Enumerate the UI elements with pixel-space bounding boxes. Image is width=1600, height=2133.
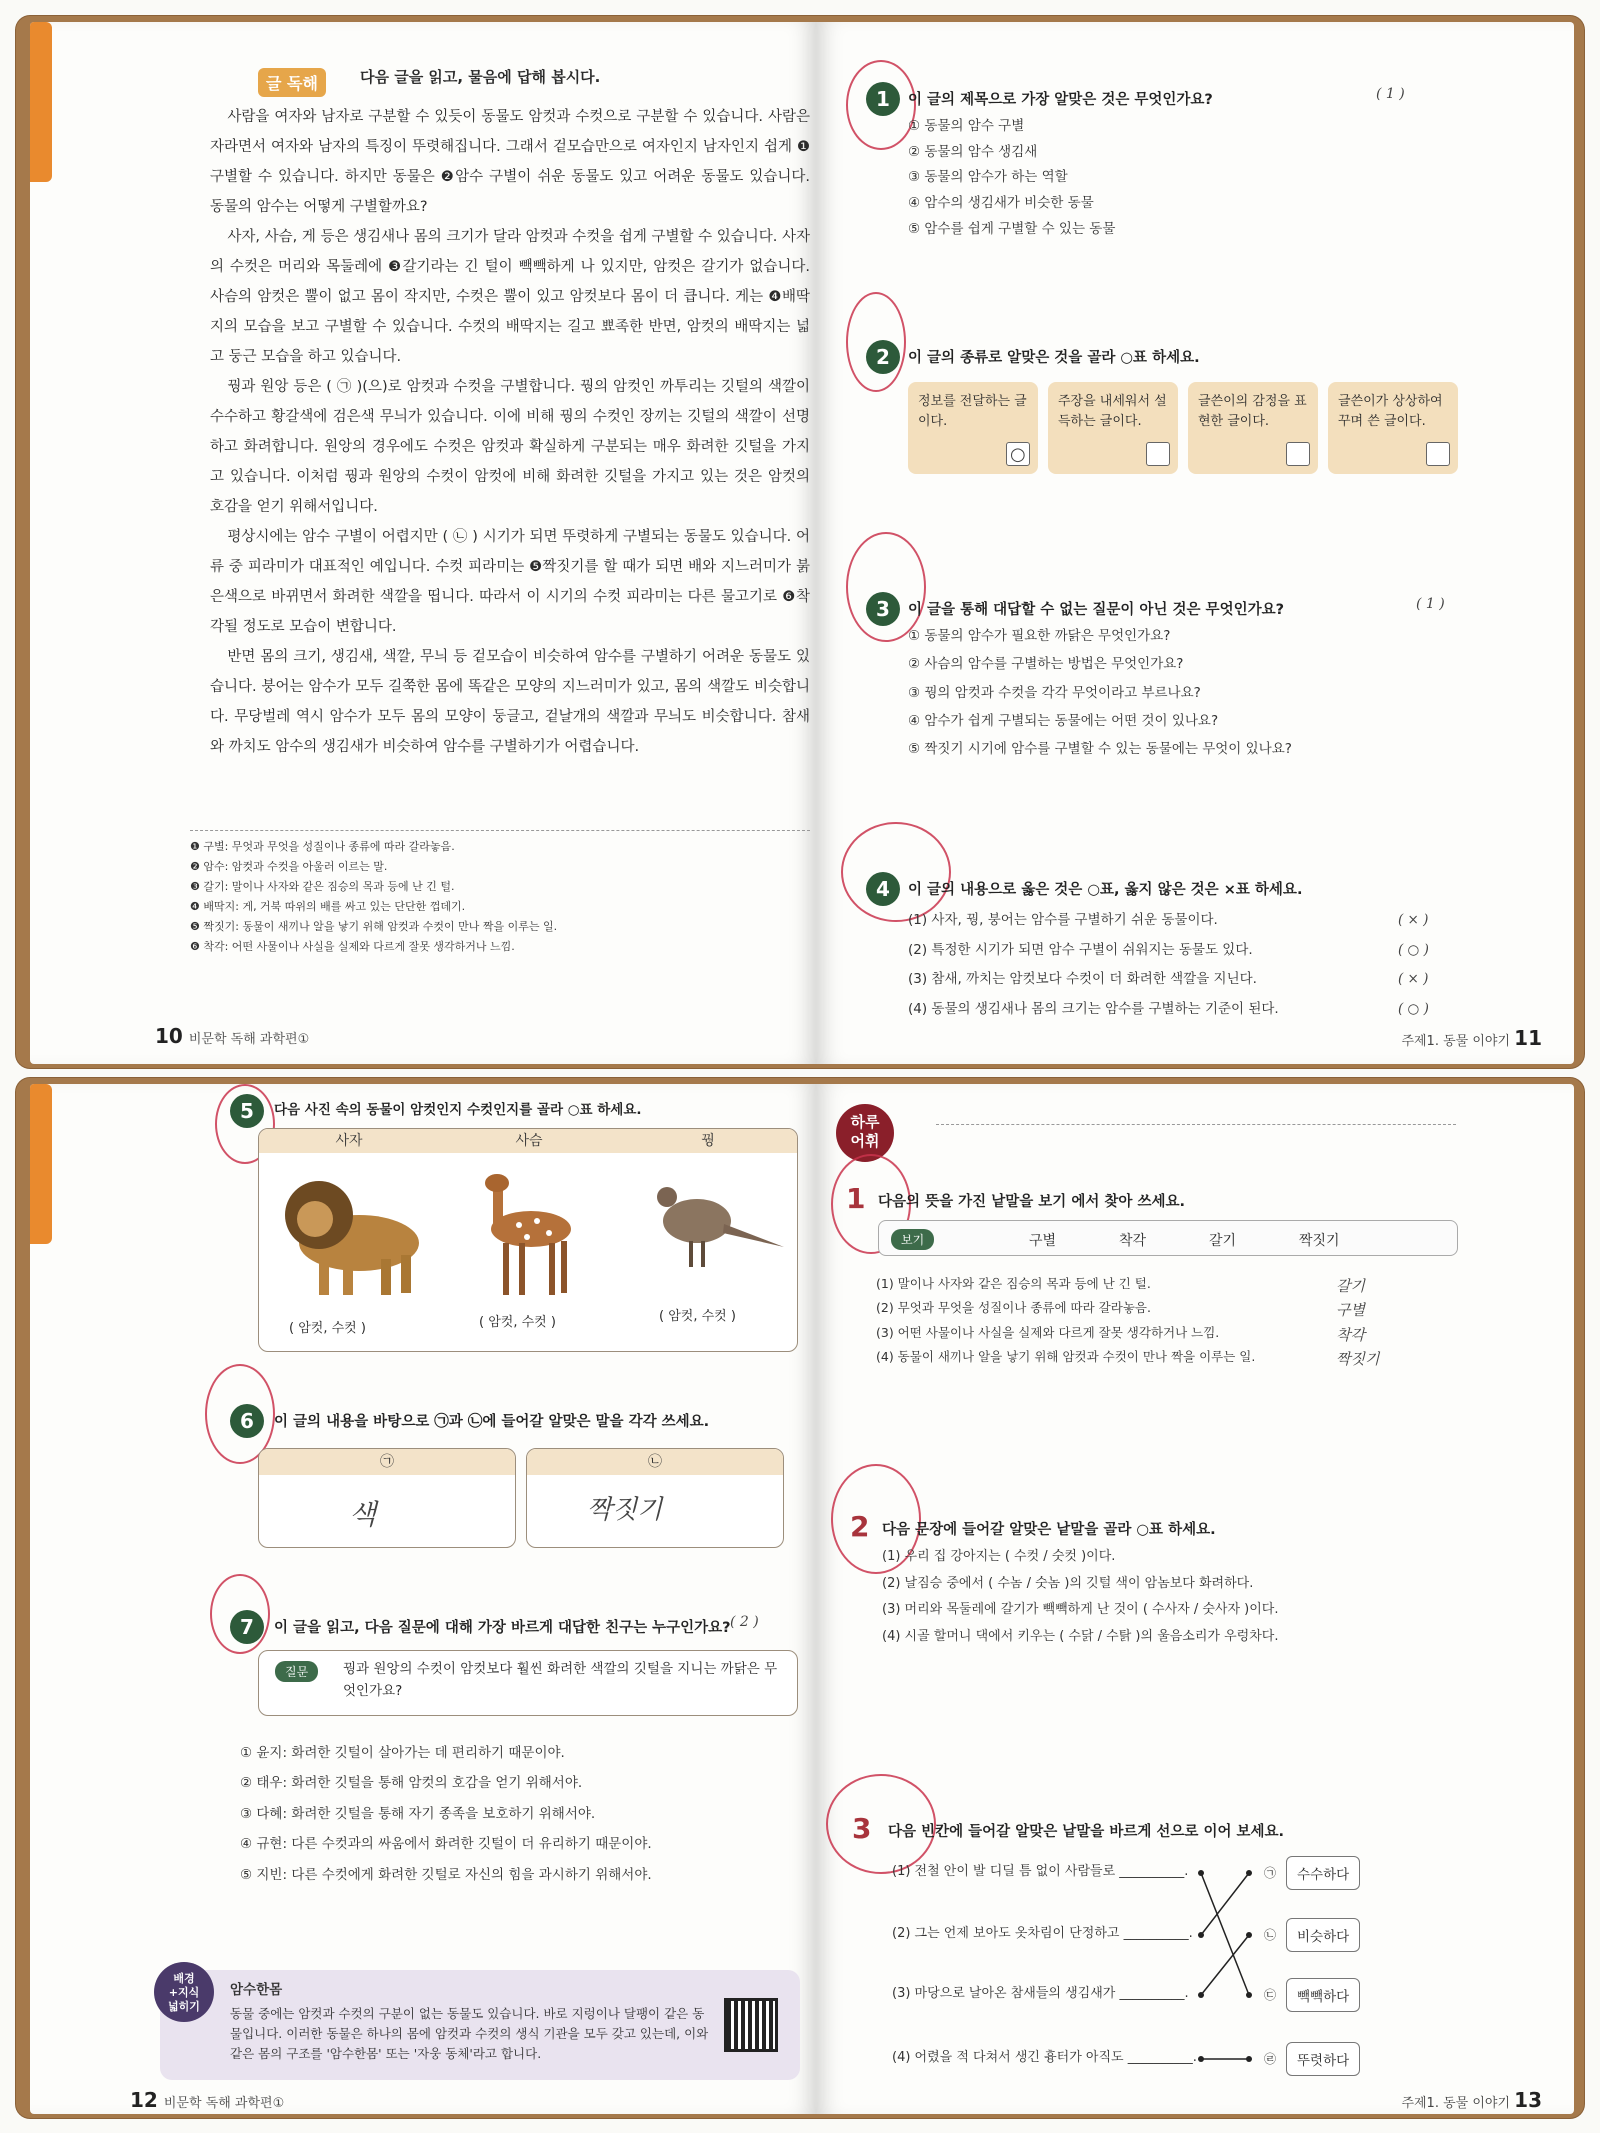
badge-line: +지식 [168, 1985, 200, 1999]
deer-image [459, 1163, 599, 1303]
passage [210, 102, 810, 762]
page-label: 비문학 독해 과학편① [163, 2096, 285, 2111]
answer-blank[interactable]: ( 1 ) [1376, 86, 1405, 102]
passage-paragraph: 사자, 사슴, 게 등은 생김새나 몸의 크기가 달라 암컷과 수컷을 쉽게 구별할 수 있습니다. 사자의 수컷은 머리와 목둘레에 ❸갈기라는 긴 털이 빽빽하게 나 있지만, 암컷은 갈기가 없습니다. 사슴의 암컷은 뿔이 없고 몸이 작지만, 수컷은 뿔이 있고 암컷보다 몸이 더 큽니다. 게는 ❹배딱지의 모습을 보고 구별할 수 있습니다. 수컷의 배딱지는 길고 뾰족한 반면, 암컷의 배딱지는 넓고 둥근 모습을 하고 있습니다. [210, 229, 810, 365]
blank-sentence: (4) 어렸을 적 다쳐서 생긴 흉터가 아직도 __________. [892, 2050, 1197, 2065]
animal-photo-panel [258, 1128, 798, 1352]
statement [908, 965, 1508, 995]
chapter-tab [30, 1084, 52, 1244]
definition-text: (3) 어떤 사물이나 사실을 실제와 다르게 잘못 생각하거나 느낌. [876, 1324, 1220, 1340]
question-title: 이 글을 통해 대답할 수 없는 질문이 아닌 것은 무엇인가요? [908, 602, 1285, 618]
footnote: ❻ 착각: 어떤 사물이나 사실을 실제와 다르게 잘못 생각하거나 느낌. [190, 940, 515, 953]
word-choice[interactable]: 비슷하다 [1286, 1918, 1360, 1952]
pen-circle [846, 60, 916, 150]
question-number: 2 [850, 1510, 870, 1543]
blank-sentence: (1) 전철 안이 발 디딜 틈 없이 사람들로 __________. [892, 1864, 1189, 1879]
definition-list [876, 1272, 1456, 1370]
question-number: 1 [846, 1182, 866, 1215]
option[interactable]: ① 동물의 암수가 필요한 까닭은 무엇인가요? [908, 628, 1171, 644]
animal-name: 사자 [259, 1129, 439, 1153]
question-box [258, 1650, 798, 1716]
sentence[interactable]: (4) 시골 할머니 댁에서 키우는 ( 수닭 / 수탉 )의 울음소리가 우렁차다. [882, 1628, 1279, 1644]
choice-text: 글쓴이가 상상하여 꾸며 쓴 글이다. [1338, 394, 1443, 429]
question-label: 질문 [275, 1661, 318, 1682]
option[interactable]: ⑤ 짝짓기 시기에 암수를 구별할 수 있는 동물에는 무엇이 있나요? [908, 741, 1292, 758]
question-number: 3 [852, 1812, 872, 1845]
handwritten-answer[interactable]: 착각 [1336, 1325, 1365, 1344]
choice-text: 글쓴이의 감정을 표현한 글이다. [1198, 394, 1307, 429]
checkbox[interactable] [1426, 442, 1450, 466]
handwritten-answer[interactable]: 짝짓기 [1336, 1350, 1380, 1369]
question-title: 이 글의 종류로 알맞은 것을 골라 ○표 하세요. [908, 350, 1200, 366]
choice-card[interactable] [1188, 382, 1318, 474]
handwritten-answer[interactable]: 구별 [1336, 1301, 1365, 1320]
pen-circle [210, 1574, 270, 1654]
definition [876, 1296, 1456, 1320]
question-number-badge: 4 [866, 872, 900, 906]
sentence[interactable]: (3) 머리와 목둘레에 갈기가 빽빽하게 난 것이 ( 수사자 / 숫사자 )이다. [882, 1602, 1279, 1618]
blank-label: ㉠ [259, 1449, 515, 1475]
answer-box[interactable] [526, 1448, 784, 1548]
sex-choice[interactable]: ( 암컷, 수컷 ) [479, 1315, 556, 1330]
statement-list [908, 906, 1508, 1025]
divider [936, 1124, 1456, 1125]
page-10 [30, 22, 816, 1064]
choice-card[interactable] [1048, 382, 1178, 474]
checkbox[interactable] [1146, 442, 1170, 466]
blank-sentence: (3) 마당으로 날아온 참새들의 생김새가 __________. [892, 1986, 1189, 2001]
choice-mark: ㉠ [1264, 1866, 1277, 1880]
definition-text: (4) 동물이 새끼나 알을 낳기 위해 암컷과 수컷이 만나 짝을 이루는 일. [876, 1349, 1256, 1365]
option[interactable]: ② 동물의 암수 생김새 [908, 143, 1038, 160]
blank-sentence: (2) 그는 언제 보아도 옷차림이 단정하고 __________. [892, 1926, 1193, 1941]
choice-mark: ㉢ [1264, 1988, 1277, 2002]
mark-blank[interactable]: ( ○ ) [1398, 1001, 1429, 1018]
pheasant-image [639, 1169, 789, 1299]
page-13 [816, 1084, 1574, 2114]
choice-text: 정보를 전달하는 글이다. [918, 394, 1027, 429]
question-title: 다음 빈칸에 들어갈 알맞은 낱말을 바르게 선으로 이어 보세요. [888, 1824, 1285, 1840]
option[interactable]: ⑤ 지빈: 다른 수컷에게 화려한 깃털로 자신의 힘을 과시하기 위해서야. [240, 1866, 652, 1883]
statement [908, 906, 1508, 936]
animal-name: 사슴 [439, 1129, 619, 1153]
section-heading: 다음 글을 읽고, 물음에 답해 봅시다. [360, 68, 601, 86]
choice-mark: ㉣ [1264, 2052, 1277, 2066]
question-title: 이 글의 내용으로 옳은 것은 ○표, 옳지 않은 것은 ×표 하세요. [908, 882, 1303, 898]
sentence[interactable]: (2) 날짐승 중에서 ( 수놈 / 숫놈 )의 깃털 색이 암놈보다 화려하다. [882, 1575, 1254, 1591]
statement [908, 936, 1508, 966]
page-12 [30, 1084, 816, 2114]
question-title: 이 글의 내용을 바탕으로 ㉠과 ㉡에 들어갈 알맞은 말을 각각 쓰세요. [274, 1414, 710, 1430]
reading-badge: 글 독해 [258, 68, 326, 97]
option-list [908, 622, 1292, 764]
statement [908, 995, 1508, 1025]
sex-choice[interactable]: ( 암컷, 수컷 ) [289, 1321, 366, 1336]
page-number-value: 11 [1514, 1026, 1542, 1050]
bank-word: 구별 [1029, 1233, 1057, 1249]
choice-text: 주장을 내세워서 설득하는 글이다. [1058, 394, 1167, 429]
word-choice[interactable]: 수수하다 [1286, 1856, 1360, 1890]
question-title: 이 글의 제목으로 가장 알맞은 것은 무엇인가요? [908, 92, 1213, 108]
footnotes [190, 837, 750, 957]
mark-blank[interactable]: ( × ) [1398, 971, 1429, 988]
checkbox-mark: ○ [1010, 444, 1026, 465]
badge-line: 넓히기 [168, 1999, 200, 2013]
word-choice[interactable]: 빽빽하다 [1286, 1978, 1360, 2012]
photo-spread-1 [16, 16, 1584, 1068]
statement-text: (1) 사자, 꿩, 붕어는 암수를 구별하기 쉬운 동물이다. [908, 912, 1218, 928]
page-number [155, 1024, 309, 1048]
divider [190, 830, 810, 831]
page-number [1401, 2088, 1548, 2112]
passage-paragraph: 평상시에는 암수 구별이 어렵지만 ( ㉡ ) 시기가 되면 뚜렷하게 구별되는 동물도 있습니다. 어류 중 피라미가 대표적인 예입니다. 수컷 피라미는 ❺짝짓기를 할 때가 되면 배와 지느러미가 붉은색으로 바뀌면서 화려한 색깔을 띱니다. 따라서 이 시기의 수컷 피라미는 다른 물고기로 ❻착각될 정도로 모습이 변합니다. [210, 529, 810, 635]
pen-circle [846, 292, 906, 392]
bank-word: 착각 [1119, 1233, 1147, 1249]
option[interactable]: ④ 암수의 생김새가 비슷한 동물 [908, 194, 1094, 211]
word-bank [878, 1220, 1458, 1256]
badge-line: 하루 [850, 1113, 880, 1131]
chapter-tab [30, 22, 52, 182]
question-number-badge: 1 [866, 82, 900, 116]
mark-blank[interactable]: ( ○ ) [1398, 941, 1429, 958]
page-number-value: 13 [1514, 2088, 1542, 2112]
question-number-badge: 6 [230, 1404, 264, 1438]
option[interactable]: ① 윤지: 화려한 깃털이 살아가는 데 편리하기 때문이야. [240, 1745, 565, 1761]
question-title: 다음 사진 속의 동물이 암컷인지 수컷인지를 골라 ○표 하세요. [274, 1102, 642, 1118]
checkbox[interactable] [1006, 442, 1030, 466]
question-number-badge: 3 [866, 592, 900, 626]
page-number-value: 10 [155, 1024, 183, 1048]
definition [876, 1321, 1456, 1345]
handwritten-answer[interactable]: 갈기 [1336, 1277, 1365, 1295]
option[interactable]: ④ 규현: 다른 수컷과의 싸움에서 화려한 깃털이 더 유리하기 때문이야. [240, 1836, 652, 1853]
definition-text: (1) 말이나 사자와 같은 짐승의 목과 등에 난 긴 털. [876, 1276, 1151, 1291]
definition [876, 1345, 1456, 1369]
matching-lines [1196, 1864, 1256, 2064]
sentence[interactable]: (1) 우리 집 강아지는 ( 수컷 / 숫컷 )이다. [882, 1549, 1116, 1564]
sentence-list [882, 1544, 1278, 1651]
passage-paragraph: 꿩과 원앙 등은 ( ㉠ )(으)로 암컷과 수컷을 구별합니다. 꿩의 암컷인 까투리는 깃털의 색깔이 수수하고 황갈색에 검은색 무늬가 있습니다. 이에 비해 꿩의 수컷인 장끼는 깃털의 색깔이 선명하고 화려합니다. 원앙의 경우에도 수컷은 암컷과 확실하게 구분되는 매우 화려한 깃털을 가지고 있습니다. 이처럼 꿩과 원앙의 수컷이 암컷에 비해 화려한 깃털을 가지고 있는 것은 암컷의 호감을 얻기 위해서입니다. [210, 379, 810, 515]
statement-text: (2) 특정한 시기가 되면 암수 구별이 쉬워지는 동물도 있다. [908, 941, 1253, 958]
option[interactable]: ③ 동물의 암수가 하는 역할 [908, 169, 1068, 186]
bank-word: 갈기 [1209, 1233, 1237, 1249]
knowledge-badge [154, 1962, 214, 2022]
handwritten-answer: 색 [349, 1498, 377, 1531]
page-11 [816, 22, 1574, 1064]
footnote: ❸ 갈기: 말이나 사자와 같은 짐승의 목과 등에 난 긴 털. [190, 880, 455, 893]
option[interactable]: ② 태우: 화려한 깃털을 통해 암컷의 호감을 얻기 위해서야. [240, 1775, 583, 1792]
page-label: 주제1. 동물 이야기 [1401, 2096, 1511, 2111]
option[interactable]: ④ 암수가 쉽게 구별되는 동물에는 어떤 것이 있나요? [908, 713, 1219, 730]
bogi-label: 보기 [891, 1229, 934, 1250]
answer-blank[interactable]: ( 1 ) [1416, 596, 1445, 612]
info-title: 암수한몸 [230, 1982, 283, 1998]
footnote: ❺ 짝짓기: 동물이 새끼나 알을 낳기 위해 암컷과 수컷이 만나 짝을 이루는 일. [190, 920, 558, 933]
option[interactable]: ③ 다혜: 화려한 깃털을 통해 자기 종족을 보호하기 위해서야. [240, 1805, 596, 1822]
footnote: ❶ 구별: 무엇과 무엇을 성질이나 종류에 따라 갈라놓음. [190, 840, 455, 853]
lion-image [279, 1163, 429, 1303]
choice-card[interactable] [908, 382, 1038, 474]
mark-blank[interactable]: ( × ) [1398, 912, 1429, 928]
definition-text: (2) 무엇과 무엇을 성질이나 종류에 따라 갈라놓음. [876, 1300, 1151, 1316]
question-text: 꿩과 원앙의 수컷이 암컷보다 훨씬 화려한 색깔의 깃털을 지니는 까닭은 무엇인가요? [343, 1661, 778, 1699]
qr-code[interactable] [724, 1998, 778, 2052]
page-label: 주제1. 동물 이야기 [1401, 1034, 1511, 1049]
option[interactable]: ② 사슴의 암수를 구별하는 방법은 무엇인가요? [908, 656, 1184, 673]
question-number-badge: 7 [230, 1610, 264, 1644]
choice-card[interactable] [1328, 382, 1458, 474]
option-list [908, 114, 1115, 242]
question-number-badge: 2 [866, 340, 900, 374]
checkbox[interactable] [1286, 442, 1310, 466]
statement-text: (4) 동물의 생김새나 몸의 크기는 암수를 구별하는 기준이 된다. [908, 1001, 1279, 1018]
question-title: 다음 문장에 들어갈 알맞은 낱말을 골라 ○표 하세요. [882, 1522, 1216, 1538]
question-number-badge: 5 [230, 1094, 264, 1128]
passage-paragraph: 반면 몸의 크기, 생김새, 색깔, 무늬 등 겉모습이 비슷하여 암수를 구별하기 어려운 동물도 있습니다. 붕어는 암수가 모두 길쭉한 몸에 똑같은 모양의 지느러미가 있고, 몸의 색깔도 비슷합니다. 무당벌레 역시 암수가 모두 몸의 모양이 둥글고, 겉날개의 색깔과 무늬도 비슷합니다. 참새와 까치도 암수의 생김새가 비슷하여 암수를 구별하기가 어렵습니다. [210, 649, 810, 755]
background-knowledge-box [160, 1970, 800, 2080]
question-title: 이 글을 읽고, 다음 질문에 대해 가장 바르게 대답한 친구는 누구인가요? [274, 1620, 731, 1636]
definition [876, 1272, 1456, 1296]
passage-paragraph: 사람을 여자와 남자로 구분할 수 있듯이 동물도 암컷과 수컷으로 구분할 수 있습니다. 사람은 자라면서 여자와 남자의 특징이 뚜렷해집니다. 그래서 겉모습만으로 여자인지 남자인지 쉽게 ❶구별할 수 있습니다. 하지만 동물은 ❷암수 구별이 쉬운 동물도 있고 어려운 동물도 있습니다. 동물의 암수는 어떻게 구별할까요? [210, 109, 810, 215]
photo-spread-2 [16, 1078, 1584, 2118]
word-choice[interactable]: 뚜렷하다 [1286, 2042, 1360, 2076]
badge-line: 어휘 [850, 1131, 880, 1150]
daily-vocab-badge [836, 1104, 894, 1162]
option[interactable]: ③ 꿩의 암컷과 수컷을 각각 무엇이라고 부르나요? [908, 684, 1201, 701]
page-number [1401, 1026, 1548, 1050]
answer-box[interactable] [258, 1448, 516, 1548]
page-number [130, 2088, 284, 2112]
blank-label: ㉡ [527, 1449, 783, 1475]
page-number-value: 12 [130, 2088, 158, 2112]
option[interactable]: ⑤ 암수를 쉽게 구별할 수 있는 동물 [908, 220, 1116, 237]
choice-mark: ㉡ [1264, 1928, 1277, 1942]
statement-text: (3) 참새, 까치는 암컷보다 수컷이 더 화려한 색깔을 지닌다. [908, 971, 1257, 988]
footnote: ❷ 암수: 암컷과 수컷을 아울러 이르는 말. [190, 860, 388, 873]
question-title: 다음의 뜻을 가진 낱말을 보기 에서 찾아 쓰세요. [878, 1194, 1185, 1210]
page-label: 비문학 독해 과학편① [188, 1032, 310, 1047]
answer-blank[interactable]: ( 2 ) [730, 1614, 759, 1630]
sex-choice[interactable]: ( 암컷, 수컷 ) [659, 1309, 736, 1324]
animal-name: 꿩 [619, 1129, 797, 1153]
footnote: ❹ 배딱지: 게, 거북 따위의 배를 싸고 있는 단단한 껍데기. [190, 900, 466, 913]
info-body: 동물 중에는 암컷과 수컷의 구분이 없는 동물도 있습니다. 바로 지렁이나 달팽이 같은 동물입니다. 이러한 동물은 하나의 몸에 암컷과 수컷의 생식 기관을 모두 갖고 있는데, 이와 같은 몸의 구조를 '암수한몸' 또는 '자웅 동체'라고 합니다. [230, 2006, 709, 2061]
handwritten-answer: 짝짓기 [587, 1495, 663, 1525]
bank-word: 짝짓기 [1299, 1233, 1340, 1249]
option-list [240, 1738, 652, 1890]
badge-line: 배경 [173, 1972, 195, 1985]
option[interactable]: ① 동물의 암수 구별 [908, 118, 1025, 134]
